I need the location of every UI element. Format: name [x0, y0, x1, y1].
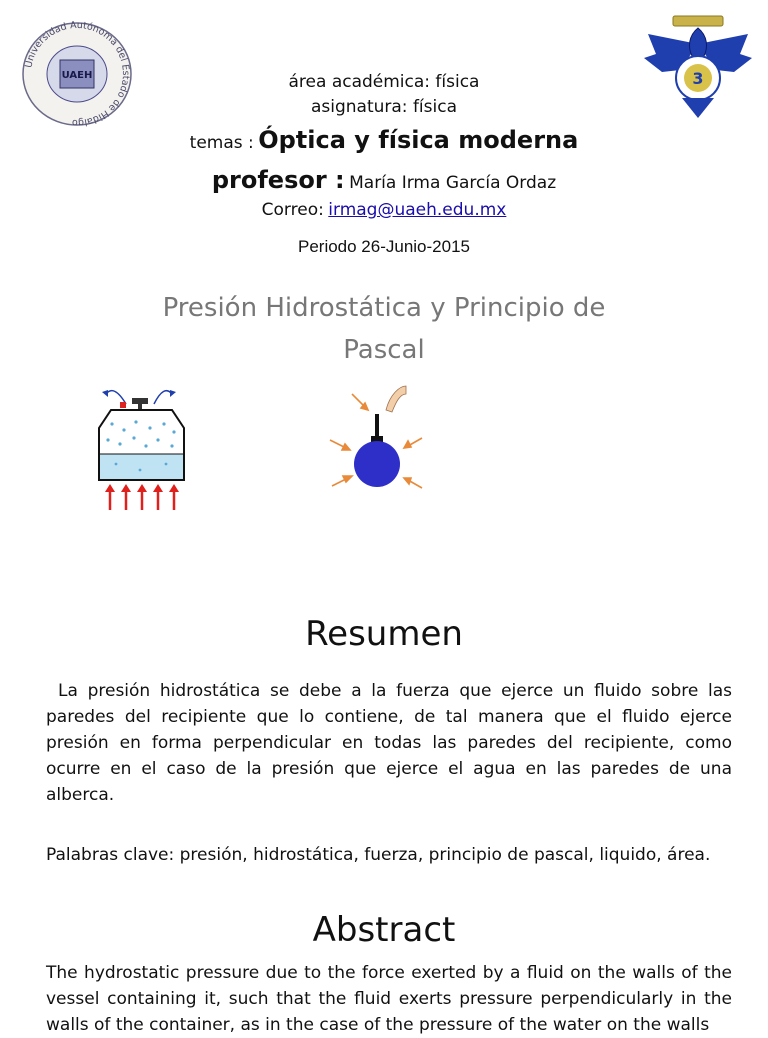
hydrostatic-tank-illustration [96, 380, 208, 516]
resumen-heading: Resumen [305, 614, 463, 654]
keywords: Palabras clave: presión, hidrostática, fuerza, principio de pascal, liquido, área. [46, 845, 711, 865]
periodo: Periodo 26-Junio-2015 [297, 237, 470, 256]
prepa-number: 3 [692, 69, 704, 88]
profesor-value: María Irma García Ordaz [349, 173, 557, 193]
temas-value: Óptica y física moderna [258, 126, 579, 154]
seal-center-text: UAEH [61, 70, 93, 81]
abstract-body: The hydrostatic pressure due to the force exerted by a fluid on the walls of the vessel containing it, such that the fluid exerts pressure perpendicularly in the walls of the container, as in the case of the pressure of the water on the walls [46, 963, 732, 1035]
seal-text: Universidad Autónoma del Estado de Hidalgo [23, 20, 132, 128]
correo-line [0, 200, 768, 220]
profesor-label: profesor : [211, 166, 345, 194]
area-academica: área académica: física [288, 72, 480, 92]
resumen-body: La presión hidrostática se debe a la fuerza que ejerce un fluido sobre las paredes del recipiente que lo contiene, de tal manera que el fluido ejerce presión en forma perpendicular en todas las paredes del recipiente, como ocurre en el caso de la presión que ejerce el agua en las paredes de una alberca. [46, 681, 732, 805]
correo-label: Correo: [261, 200, 324, 220]
asignatura: asignatura: física [310, 97, 457, 117]
email-link[interactable]: irmag@uaeh.edu.mx [328, 200, 507, 220]
pascal-sphere-illustration [326, 380, 430, 492]
profesor-line [0, 166, 768, 194]
temas-label: temas : [189, 133, 254, 153]
document-title-line2: Pascal [343, 335, 425, 365]
document-title-line1: Presión Hidrostática y Principio de [162, 293, 606, 323]
temas-line [0, 126, 768, 154]
abstract-heading: Abstract [312, 910, 456, 950]
